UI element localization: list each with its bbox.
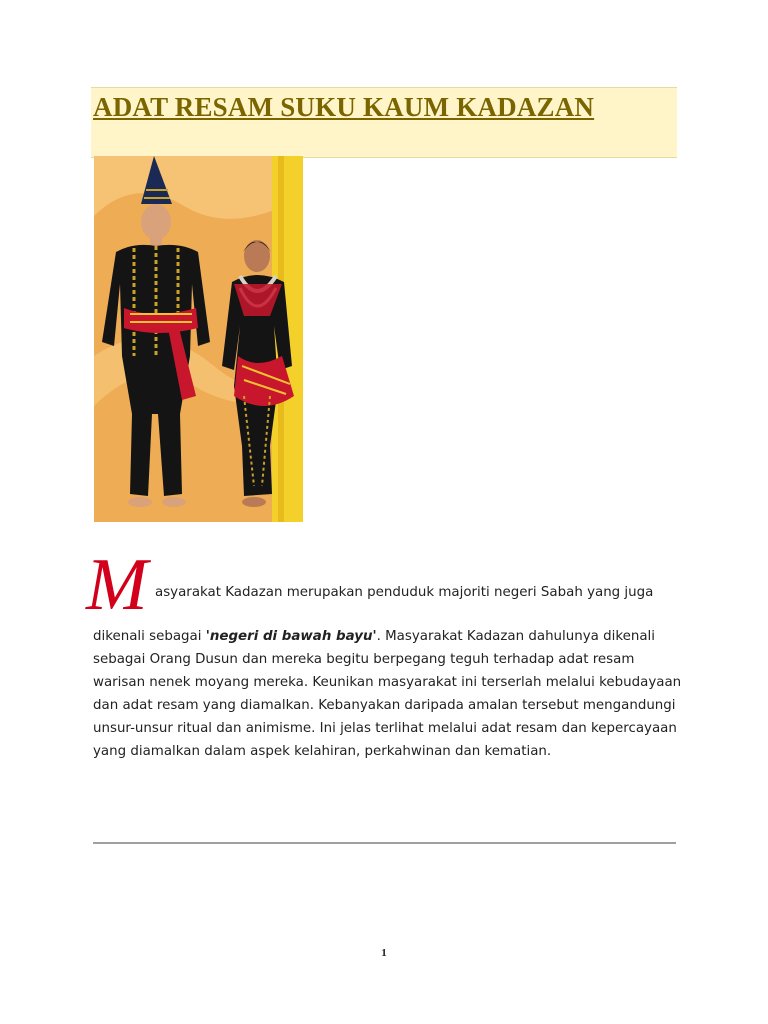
costume-illustration: [94, 156, 303, 522]
intro-body-text: . Masyarakat Kadazan dahulunya dikenali sebagai Orang Dusun dan mereka begitu berpegang teguh terhadap adat resam warisan nenek moyang mereka. Keunikan masyarakat ini terserlah melalui kebudayaan dan adat resam yang diamalkan. Kebanyakan daripada amalan tersebut mengandungi unsur-unsur ritual dan animisme. Ini jelas terlihat melalui adat resam dan kepercayaan yang diamalkan dalam aspek kelahiran, perkahwinan dan kematian.: [93, 629, 682, 759]
page-title: ADAT RESAM SUKU KAUM KADAZAN: [93, 92, 595, 122]
intro-paragraph: [93, 625, 683, 763]
page-number: 1: [381, 947, 387, 959]
title-banner: [91, 87, 677, 158]
dropcap-letter: M: [86, 544, 148, 626]
intro-quote: 'negeri di bawah bayu': [205, 629, 377, 644]
horizontal-rule: [93, 842, 676, 844]
costume-photo: [94, 156, 303, 522]
intro-lead-text: dikenali sebagai: [93, 629, 206, 644]
intro-first-line: asyarakat Kadazan merupakan penduduk majoriti negeri Sabah yang juga: [155, 585, 654, 600]
